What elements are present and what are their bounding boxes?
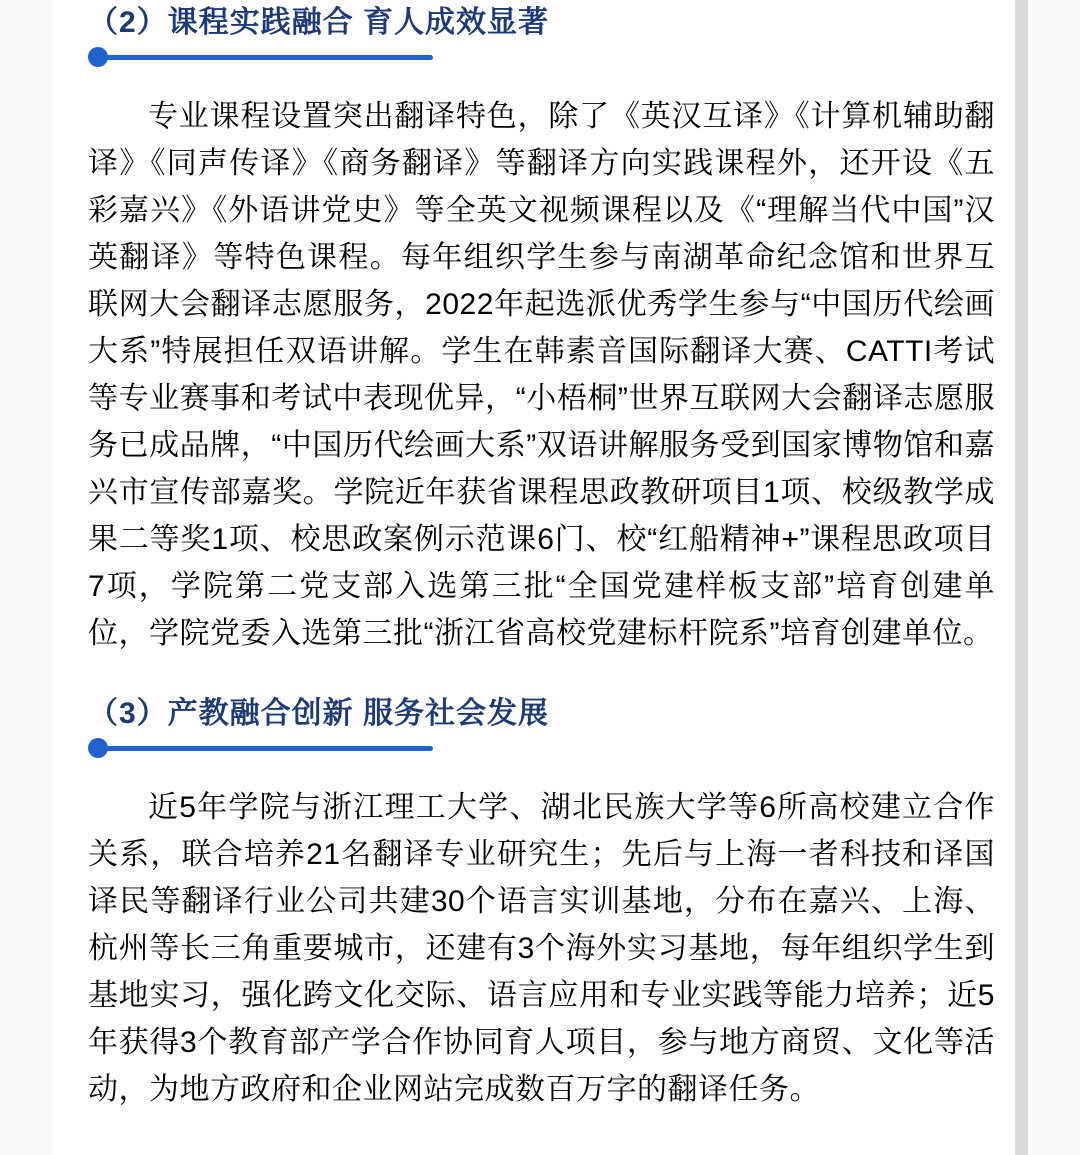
- heading-underline: [88, 738, 433, 758]
- divider-line: [97, 746, 433, 751]
- article-panel: [52, 0, 1015, 1155]
- article-content: [52, 0, 1015, 1113]
- section-heading: （2）课程实践融合 育人成效显著: [88, 6, 550, 39]
- section-paragraph: 专业课程设置突出翻译特色，除了《英汉互译》《计算机辅助翻译》《同声传译》《商务翻译》等翻译方向实践课程外，还开设《五彩嘉兴》《外语讲党史》等全英文视频课程以及《“理解当代中国”汉英翻译》等特色课程。每年组织学生参与南湖革命纪念馆和世界互联网大会翻译志愿服务，2022年起选派优秀学生参与“中国历代绘画大系”特展担任双语讲解。学生在韩素音国际翻译大赛、CATTI考试等专业赛事和考试中表现优异，“小梧桐”世界互联网大会翻译志愿服务已成品牌，“中国历代绘画大系”双语讲解服务受到国家博物馆和嘉兴市宣传部嘉奖。学院近年获省课程思政教研项目1项、校级教学成果二等奖1项、校思政案例示范课6门、校“红船精神+”课程思政项目7项，学院第二党支部入选第三批“全国党建样板支部”培育创建单位，学院党委入选第三批“浙江省高校党建标杆院系”培育创建单位。: [88, 100, 995, 650]
- scrollbar-thumb[interactable]: [1015, 0, 1028, 1155]
- divider-line: [97, 55, 433, 60]
- section-heading: （3）产教融合创新 服务社会发展: [88, 697, 550, 730]
- section-paragraph: 近5年学院与浙江理工大学、湖北民族大学等6所高校建立合作关系，联合培养21名翻译专业研究生；先后与上海一者科技和译国译民等翻译行业公司共建30个语言实训基地，分布在嘉兴、上海、杭州等长三角重要城市，还建有3个海外实习基地，每年组织学生到基地实习，强化跨文化交际、语言应用和专业实践等能力培养；近5年获得3个教育部产学合作协同育人项目，参与地方商贸、文化等活动，为地方政府和企业网站完成数百万字的翻译任务。: [88, 791, 995, 1106]
- section-course-practice: [88, 4, 995, 657]
- section-industry-education: [88, 695, 995, 1113]
- heading-underline: [88, 47, 433, 67]
